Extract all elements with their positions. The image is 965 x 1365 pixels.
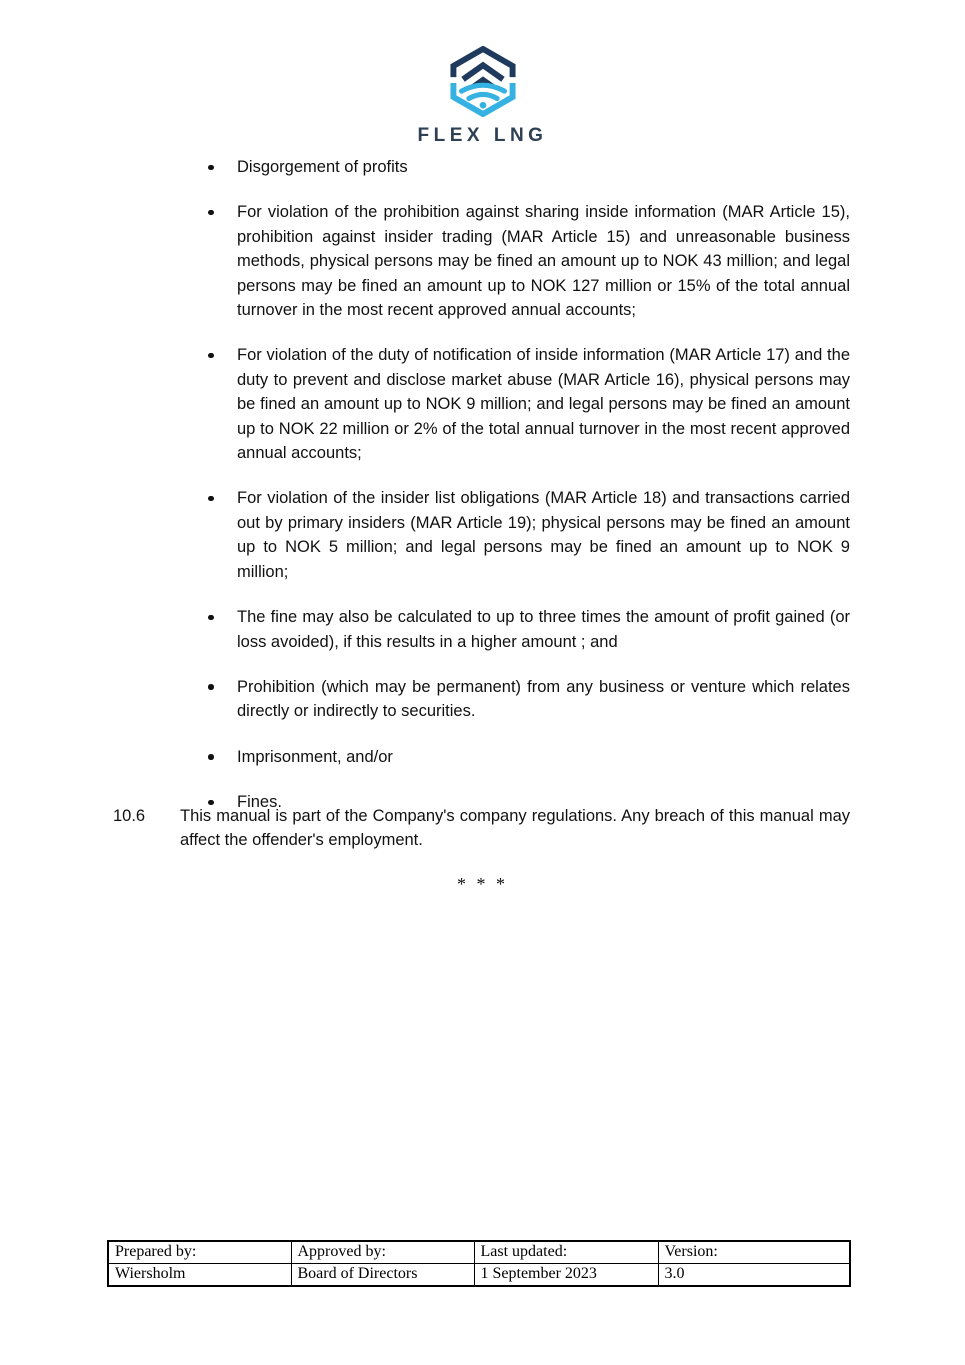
table-row [108,1264,850,1287]
bullet-dot-icon [208,165,214,171]
bullet-list [237,155,850,836]
bullet-dot-icon [208,615,214,621]
bullet-text: For violation of the prohibition against sharing inside information (MAR Article 15), prohibition against insider trading (MAR Article 15) and unreasonable business methods, physical persons may be fined an amount up to NOK 43 million; and legal persons may be fined an amount up to NOK 127 million or 15% of the total annual turnover in the most recent approved annual accounts; [237,203,850,320]
bullet-text: Disgorgement of profits [237,158,408,176]
bullet-dot-icon [208,210,214,216]
section-text: This manual is part of the Company's company regulations. Any breach of this manual may affect the offender's employment. [180,807,850,850]
bullet-text: Prohibition (which may be permanent) from any business or venture which relates directly or indirectly to securities. [237,677,850,721]
bullet-item [237,200,850,322]
bullet-item [237,745,850,769]
bullet-item [237,605,850,654]
footer-header-cell: Prepared by: [108,1241,291,1264]
stars-separator: * * * [457,874,508,894]
bullet-text: Fines. [237,793,282,812]
bullet-dot-icon [208,684,214,690]
section-10-6 [113,804,850,853]
bullet-text: For violation of the duty of notification of inside information (MAR Article 17) and the duty to prevent and disclose market abuse (MAR Article 16), physical persons may be fined an amount up to NOK 9 million; and legal persons may be fined an amount up to NOK 22 million or 2% of the total annual turnover in the most recent approved annual accounts; [237,346,850,463]
bullet-item [237,343,850,465]
footer-value-cell: 1 September 2023 [474,1264,658,1287]
bullet-dot-icon [208,496,214,502]
footer-table [107,1240,851,1287]
bullet-text: For violation of the insider list obligations (MAR Article 18) and transactions carried out by primary insiders (MAR Article 19); physical persons may be fined an amount up to NOK 5 million; and legal persons may be fined an amount up to NOK 9 million; [237,489,850,581]
footer-value-cell: Wiersholm [108,1264,291,1287]
bullet-item [237,486,850,584]
bullet-dot-icon [208,754,214,760]
footer-header-cell: Approved by: [291,1241,474,1264]
bullet-dot-icon [208,353,214,359]
bullet-text: Imprisonment, and/or [237,747,393,766]
footer-header-cell: Version: [658,1241,850,1264]
logo [0,46,965,147]
footer-value-cell: Board of Directors [291,1264,474,1287]
footer-header-cell: Last updated: [474,1241,658,1264]
section-number: 10.6 [113,807,146,825]
flex-lng-hexagon-icon [446,46,520,117]
bullet-text: The fine may also be calculated to up to three times the amount of profit gained (or loss avoided), if this results in a higher amount ; and [237,608,850,651]
bullet-item [237,155,850,179]
table-row [108,1241,850,1264]
brand-name: FLEX LNG [417,125,548,146]
footer-value-cell: 3.0 [658,1264,850,1287]
bullet-item [237,675,850,724]
